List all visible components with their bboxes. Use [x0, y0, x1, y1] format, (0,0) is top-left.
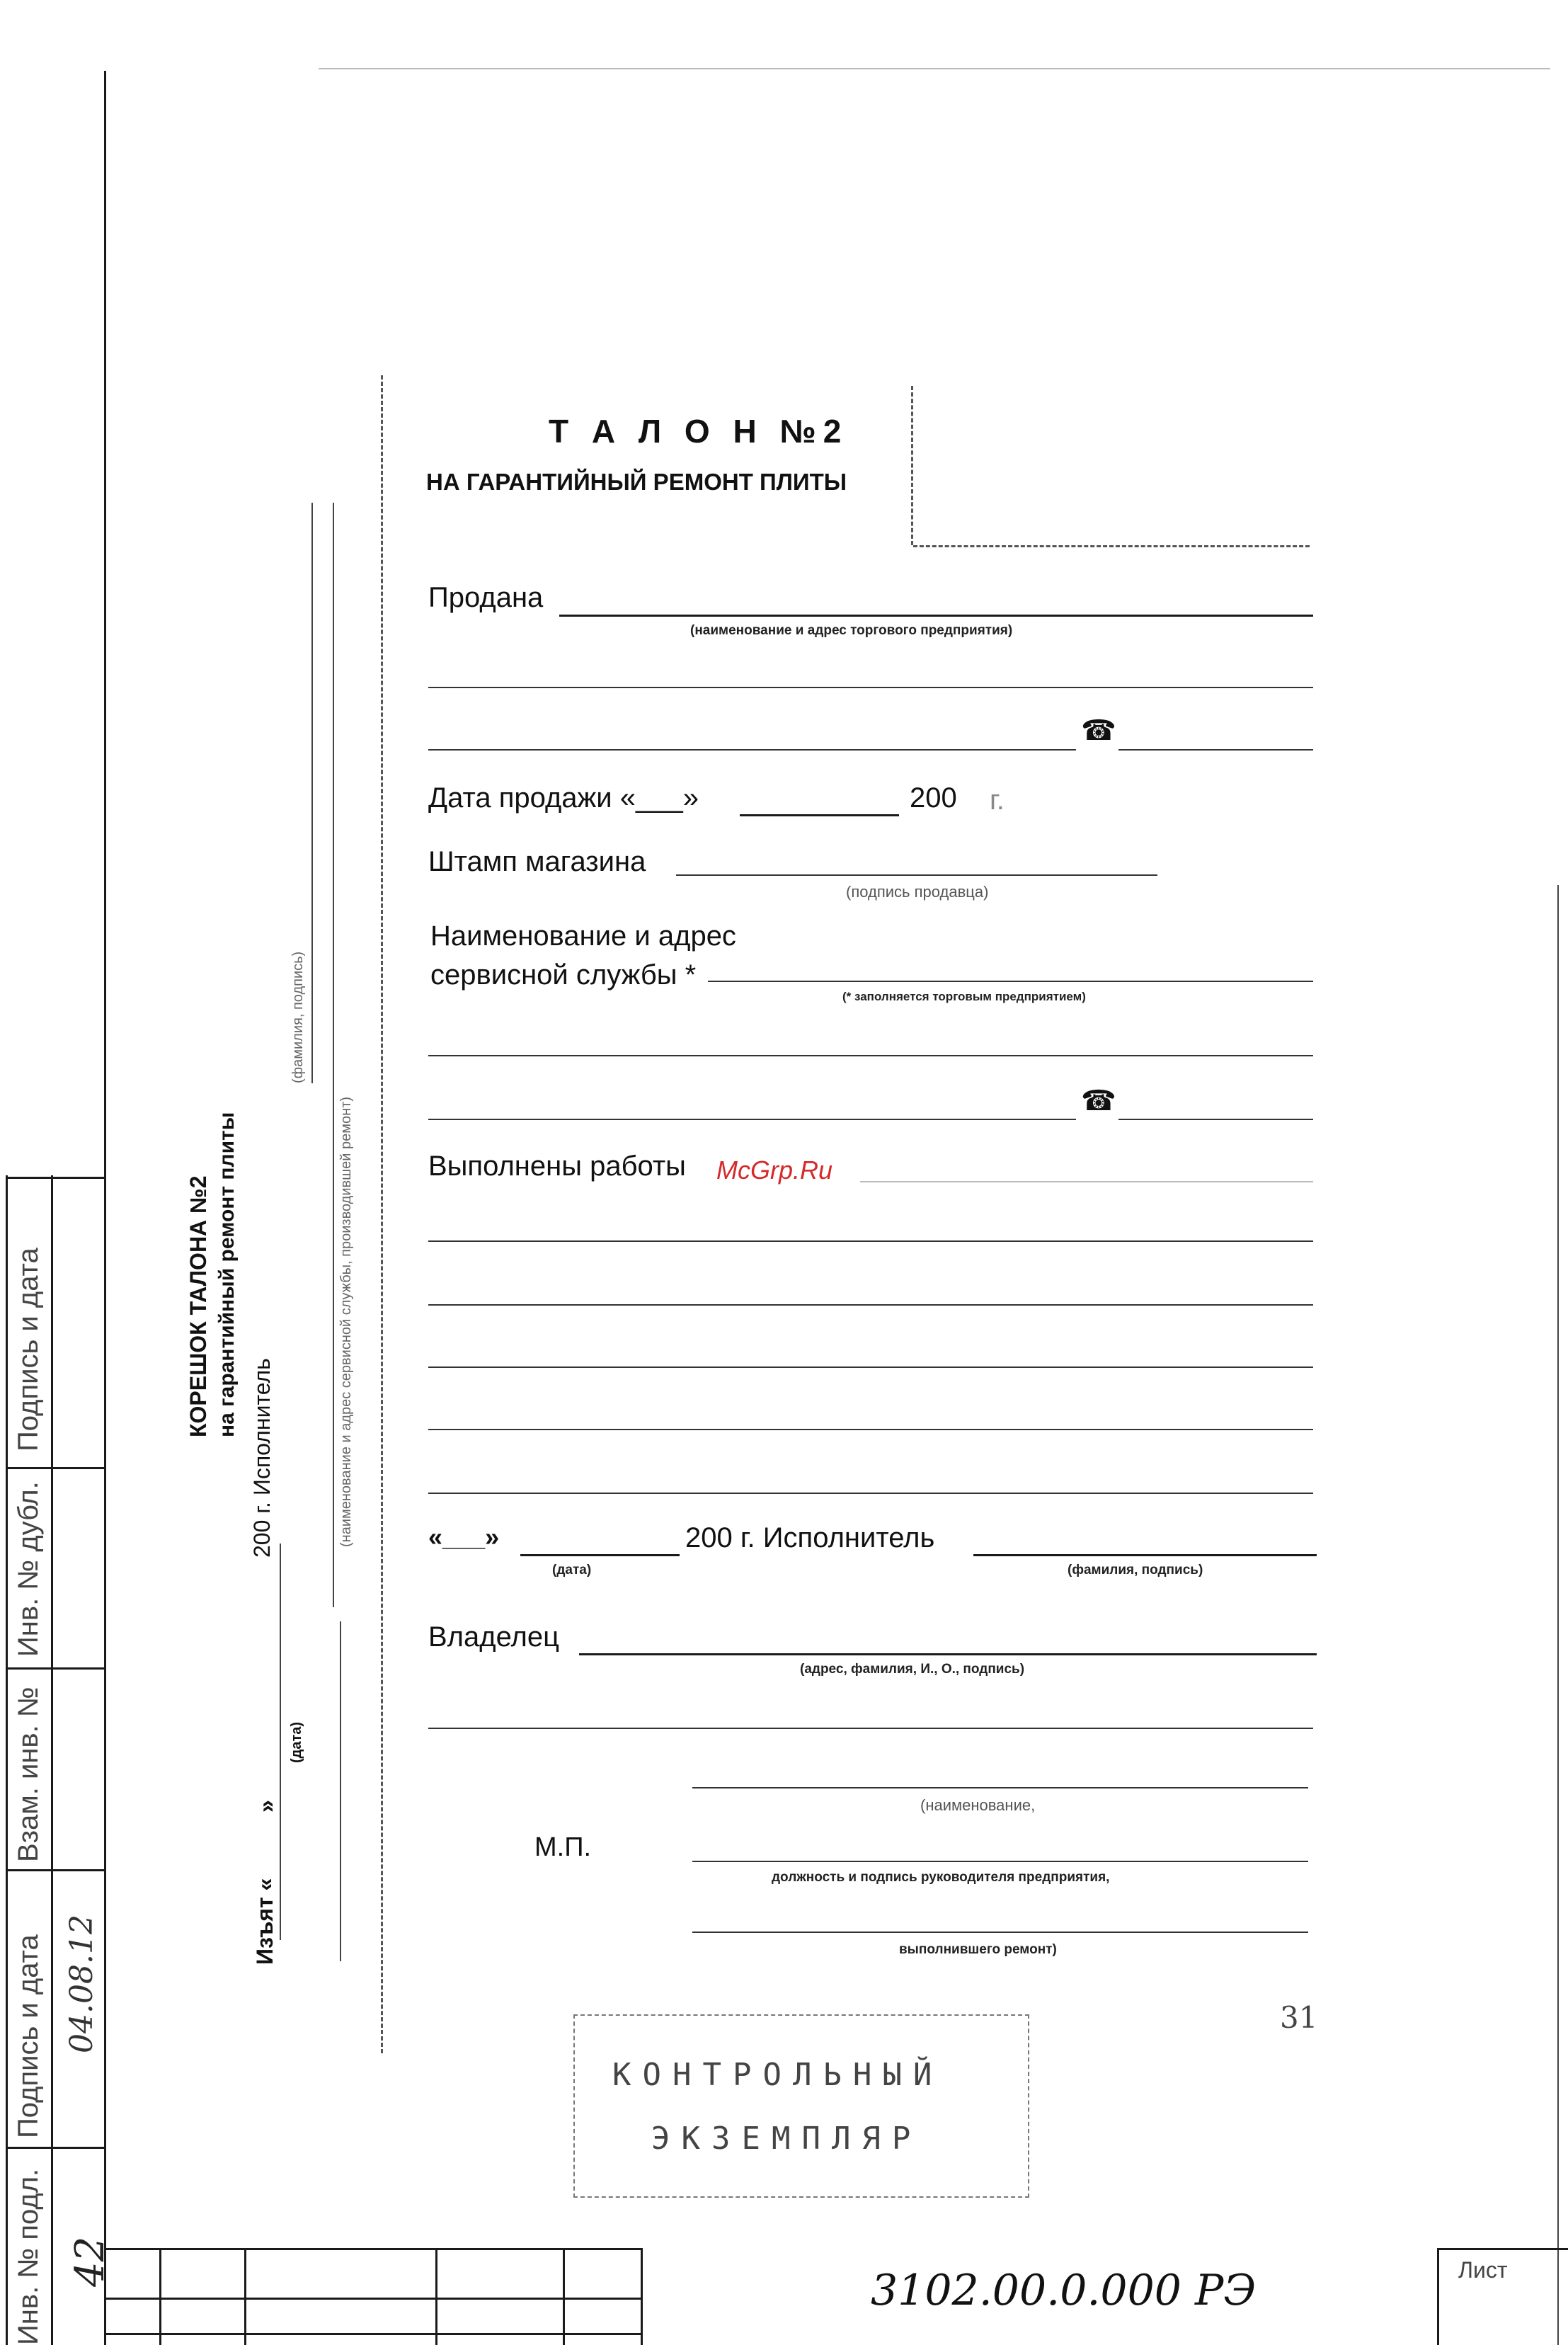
stub-date-caption: (дата)	[289, 1721, 304, 1763]
stub-line-3	[340, 1621, 341, 1961]
page-frame-top	[319, 68, 1550, 69]
works-label: Выполнены работы	[428, 1151, 686, 1182]
manager-line-3[interactable]	[692, 1932, 1308, 1933]
margin-stamp-inner-line	[51, 1175, 53, 2345]
owner-field[interactable]	[579, 1653, 1317, 1655]
sale-date-field[interactable]	[740, 814, 899, 816]
stub-line-1	[311, 503, 313, 1083]
sale-year: 200	[910, 782, 957, 814]
works-line-4[interactable]	[428, 1367, 1313, 1368]
margin-vzam-inv: Взам. инв. №	[13, 1687, 44, 1862]
owner-label: Владелец	[428, 1621, 560, 1653]
title-block-row	[104, 2298, 642, 2300]
sale-date-label: Дата продажи «___»	[428, 782, 699, 814]
sold-caption: (наименование и адрес торгового предприятия)	[690, 623, 1013, 638]
service-label-2: сервисной службы *	[430, 959, 697, 991]
telephone-icon: ☎	[1081, 715, 1116, 746]
sign-caption-1: (наименование,	[920, 1796, 1036, 1814]
coupon-title: Т А Л О Н №2	[549, 413, 849, 450]
sold-phone-field[interactable]	[1118, 749, 1313, 751]
title-block-col-3	[435, 2248, 437, 2345]
margin-inv-podl: Инв. № подл.	[13, 2168, 44, 2345]
service-phone-field[interactable]	[1118, 1119, 1313, 1120]
watermark: McGrp.Ru	[716, 1156, 833, 1185]
title-block-col-2	[244, 2248, 246, 2345]
title-block-col-5	[641, 2248, 643, 2345]
stamp-label: Штамп магазина	[428, 846, 646, 877]
service-line-3[interactable]	[428, 1119, 1076, 1120]
stamp-field[interactable]	[676, 874, 1157, 876]
stub-withdrawn-mid: »	[253, 1800, 279, 1813]
sale-year-suffix: г.	[990, 784, 1005, 816]
margin-handwritten-number: 42	[67, 2236, 113, 2287]
sheet-box-top	[1437, 2248, 1568, 2250]
sign-caption-2: должность и подпись руководителя предприятия,	[772, 1870, 1110, 1885]
service-field[interactable]	[708, 981, 1313, 982]
works-field-1[interactable]	[860, 1181, 1313, 1182]
sheet-label: Лист	[1458, 2257, 1508, 2283]
exec-date-caption: (дата)	[552, 1563, 592, 1577]
exec-signature-field[interactable]	[973, 1554, 1317, 1556]
mp-label: М.П.	[534, 1832, 592, 1862]
margin-inv-dubl: Инв. № дубл.	[13, 1481, 44, 1657]
service-label-1: Наименование и адрес	[430, 920, 736, 952]
sold-line-2[interactable]	[428, 687, 1313, 688]
coupon-subtitle: НА ГАРАНТИЙНЫЙ РЕМОНТ ПЛИТЫ	[426, 469, 847, 495]
title-block-col-1	[159, 2248, 161, 2345]
exec-caption: (фамилия, подпись)	[1068, 1563, 1203, 1577]
sold-line-3[interactable]	[428, 749, 1076, 751]
sold-label: Продана	[428, 582, 544, 613]
doc-code: 3102.00.0.000 РЭ	[871, 2266, 1257, 2315]
control-stamp-line-1: КОНТРОЛЬНЫЙ	[612, 2057, 944, 2093]
manager-line-2[interactable]	[692, 1861, 1308, 1862]
sign-caption-3: выполнившего ремонт)	[899, 1942, 1057, 1957]
margin-stamp-row-4	[6, 1869, 105, 1871]
works-line-2[interactable]	[428, 1240, 1313, 1242]
exec-year: 200 г. Исполнитель	[685, 1522, 935, 1553]
title-block-row-2	[104, 2333, 642, 2335]
service-line-2[interactable]	[428, 1055, 1313, 1056]
stub-line-2	[333, 503, 334, 1607]
owner-line-2[interactable]	[428, 1728, 1313, 1729]
margin-stamp-row-2	[6, 1467, 105, 1469]
stub-service-caption: (наименование и адрес сервисной службы, производившей ремонт)	[338, 1096, 354, 1547]
page-number: 31	[1280, 2000, 1318, 2035]
stub-title: КОРЕШОК ТАЛОНА №2	[185, 1175, 211, 1437]
stub-subtitle: на гарантийный ремонт плиты	[215, 1112, 239, 1437]
works-line-5[interactable]	[428, 1429, 1313, 1430]
corner-cut-vertical	[911, 386, 913, 545]
manager-line-1[interactable]	[692, 1787, 1308, 1788]
control-stamp-line-2: ЭКЗЕМПЛЯР	[651, 2121, 922, 2157]
sold-field[interactable]	[559, 615, 1313, 617]
exec-date-prefix: «___»	[428, 1522, 500, 1551]
margin-handwritten-date: 04.08.12	[64, 1915, 100, 2053]
margin-stamp-outer-line	[6, 1175, 8, 2345]
page-frame-right	[1557, 885, 1559, 2345]
control-copy-stamp	[573, 2014, 1029, 2198]
margin-stamp-row-1	[6, 1177, 105, 1179]
stub-performer: 200 г. Исполнитель	[249, 1358, 275, 1558]
sheet-box-left	[1437, 2248, 1439, 2345]
works-line-6[interactable]	[428, 1493, 1313, 1494]
stub-line-4	[280, 1544, 281, 1940]
title-block-top	[104, 2248, 642, 2250]
service-caption: (* заполняется торговым предприятием)	[842, 990, 1086, 1003]
exec-date-field[interactable]	[520, 1554, 680, 1556]
stamp-caption: (подпись продавца)	[846, 883, 989, 901]
owner-caption: (адрес, фамилия, И., О., подпись)	[800, 1662, 1025, 1677]
title-block-col-4	[563, 2248, 565, 2345]
corner-cut-horizontal	[913, 545, 1310, 547]
stub-performer-caption: (фамилия, подпись)	[290, 951, 306, 1083]
telephone-icon-2: ☎	[1081, 1085, 1116, 1117]
stub-withdrawn: Изъят «	[252, 1878, 277, 1965]
margin-signature-date-1: Подпись и дата	[13, 1248, 44, 1451]
works-line-3[interactable]	[428, 1304, 1313, 1306]
cut-line-vertical	[381, 375, 383, 2053]
page-frame-left	[104, 71, 106, 2345]
margin-stamp-row-3	[6, 1667, 105, 1670]
margin-stamp-row-5	[6, 2147, 105, 2149]
margin-signature-date-2: Подпись и дата	[13, 1934, 44, 2138]
